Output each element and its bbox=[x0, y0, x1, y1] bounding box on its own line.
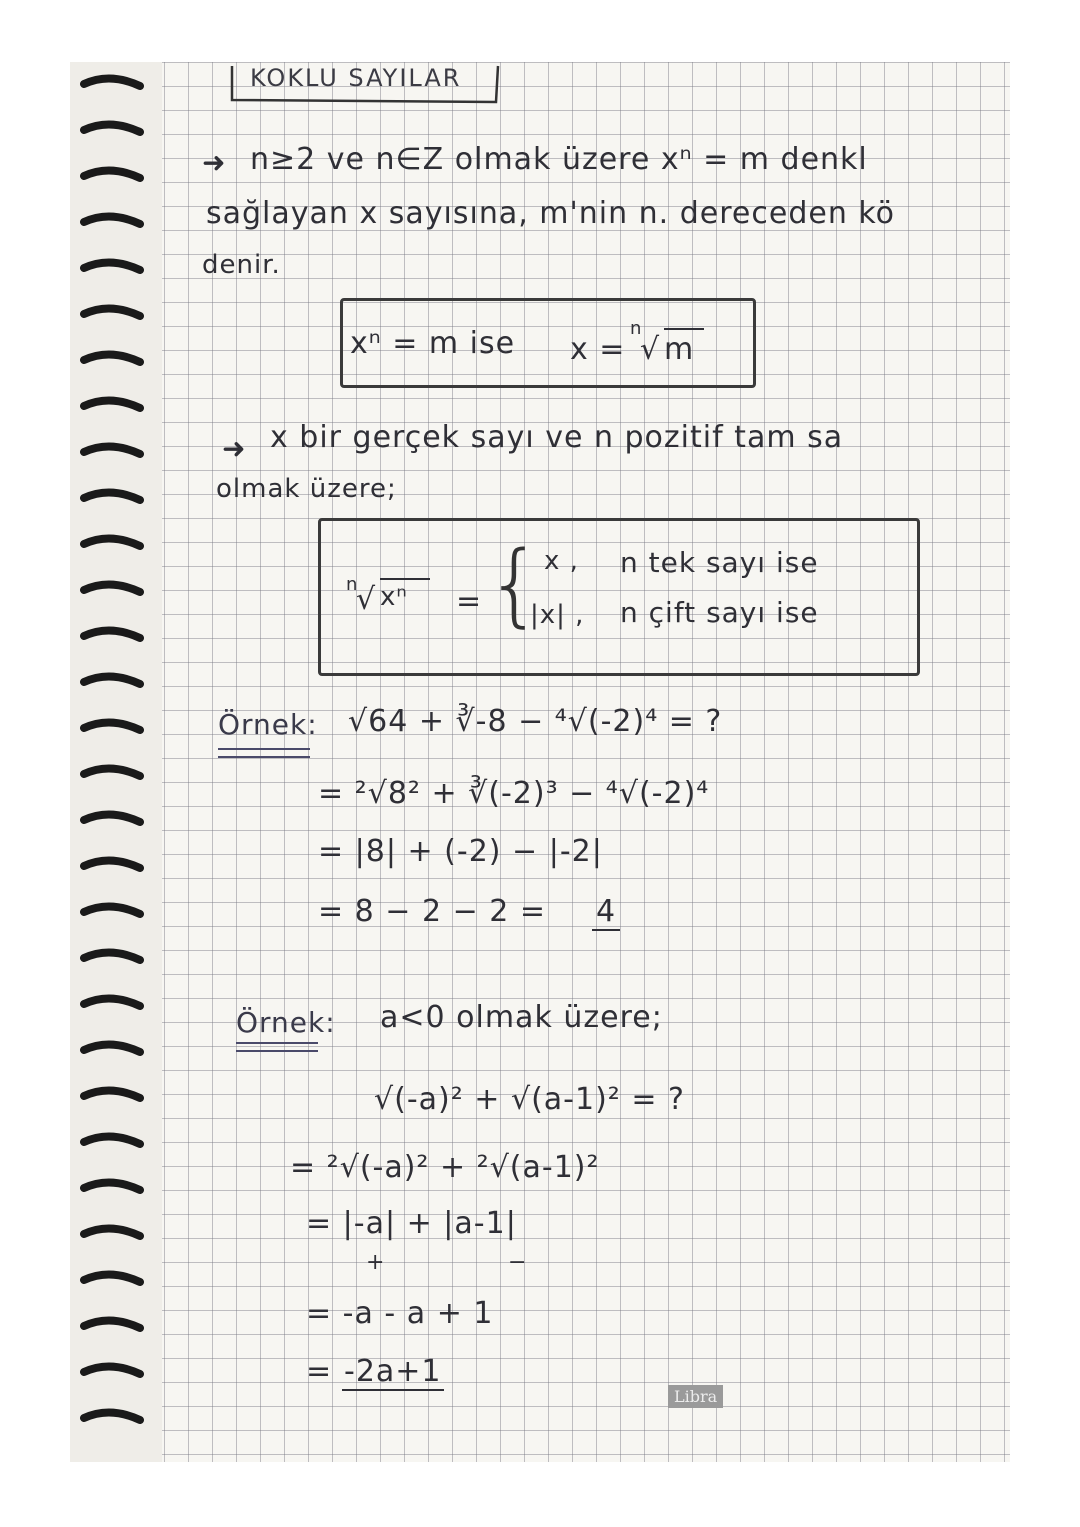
example2-step-4: = bbox=[306, 1354, 333, 1389]
example2-label: Örnek: bbox=[236, 1006, 336, 1039]
example1-label: Örnek: bbox=[218, 708, 318, 741]
box2-radicand: xⁿ bbox=[380, 578, 430, 612]
box2-case2-condition: n çift sayı ise bbox=[620, 596, 819, 629]
example1-step-3: = 8 − 2 − 2 = bbox=[318, 894, 547, 929]
cases-brace: { bbox=[486, 532, 544, 637]
page-title: KOKLU SAYILAR bbox=[250, 64, 462, 92]
arrow-right-icon: ➜ bbox=[222, 432, 247, 465]
property-line-1: x bir gerçek sayı ve n pozitif tam sa bbox=[270, 420, 844, 455]
definition-line-1: n≥2 ve n∈Z olmak üzere xⁿ = m denkl bbox=[250, 142, 868, 177]
box2-root-sign: √ bbox=[356, 582, 377, 617]
example2-step-3: = -a - a + 1 bbox=[306, 1296, 494, 1331]
box2-case1-value: x , bbox=[544, 546, 579, 576]
example2-label-underline bbox=[236, 1042, 318, 1052]
definition-line-3: denir. bbox=[202, 250, 281, 280]
grid-paper bbox=[162, 62, 1010, 1462]
example2-sign-positive: + bbox=[366, 1250, 386, 1275]
example1-question: √64 + ∛-8 − ⁴√(-2)⁴ = ? bbox=[348, 704, 723, 739]
box2-equals: = bbox=[456, 584, 483, 619]
example2-condition: a<0 olmak üzere; bbox=[380, 1000, 663, 1035]
arrow-right-icon: ➜ bbox=[202, 146, 227, 179]
box1-root-sign: √ bbox=[640, 332, 661, 367]
example1-label-underline bbox=[218, 748, 310, 758]
box2-case1-condition: n tek sayı ise bbox=[620, 546, 819, 579]
example2-step-1: = ²√(-a)² + ²√(a-1)² bbox=[290, 1150, 600, 1185]
example2-question: √(-a)² + √(a-1)² = ? bbox=[374, 1082, 685, 1117]
box1-right-prefix: x = bbox=[570, 332, 626, 367]
box1-left-text: xⁿ = m ise bbox=[350, 326, 516, 361]
example1-step-1: = ²√8² + ∛(-2)³ − ⁴√(-2)⁴ bbox=[318, 776, 710, 811]
box2-root-index: n bbox=[346, 574, 359, 595]
definition-line-2: sağlayan x sayısına, m'nin n. dereceden kö bbox=[206, 196, 896, 231]
example2-sign-negative: − bbox=[508, 1250, 528, 1275]
example2-answer: -2a+1 bbox=[344, 1354, 442, 1389]
watermark-label: Libra bbox=[668, 1385, 723, 1408]
property-line-2: olmak üzere; bbox=[216, 474, 397, 504]
box1-root-index: n bbox=[630, 318, 643, 339]
box2-case2-value: |x| , bbox=[530, 600, 585, 630]
example1-answer: 4 bbox=[592, 894, 620, 931]
example2-step-2: = |-a| + |a-1| bbox=[306, 1206, 517, 1241]
spiral-binding bbox=[70, 62, 162, 1462]
example1-step-2: = |8| + (-2) − |-2| bbox=[318, 834, 603, 869]
box1-radicand: m bbox=[664, 328, 704, 367]
